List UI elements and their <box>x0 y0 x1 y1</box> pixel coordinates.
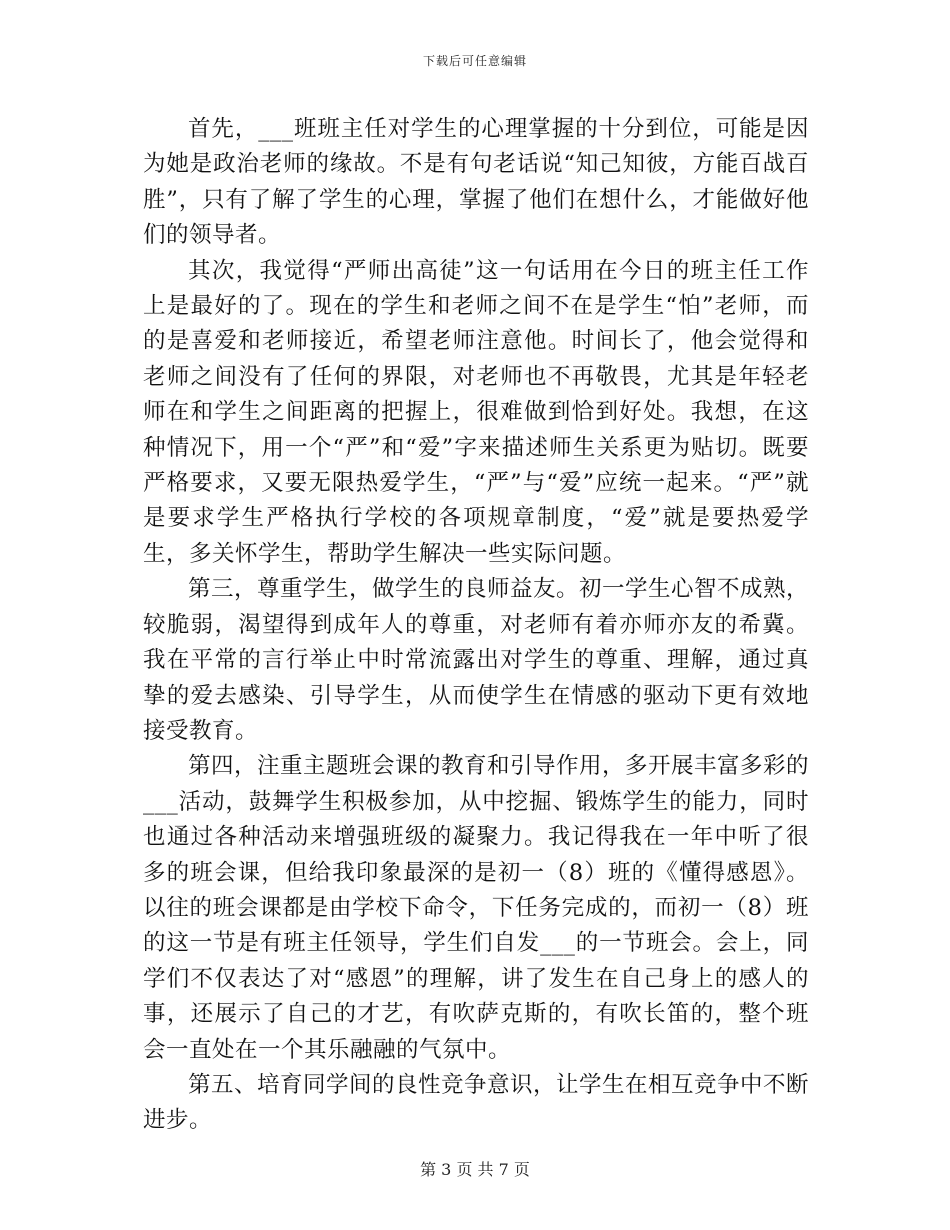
document-body <box>143 112 809 1139</box>
paragraph-first: 首先，___班班主任对学生的心理掌握的十分到位，可能是因为她是政治老师的缘故。不是有句老话说“知己知彼，方能百战百胜”，只有了解了学生的心理，掌握了他们在想什么，才能做好他们的领导者。 <box>143 116 809 249</box>
paragraph-second: 其次，我觉得“严师出高徒”这一句话用在今日的班主任工作上是最好的了。现在的学生和老师之间不在是学生“怕”老师，而的是喜爱和老师接近，希望老师注意他。时间长了，他会觉得和老师之间没有了任何的界限，对老师也不再敬畏，尤其是年轻老师在和学生之间距离的把握上，很难做到恰到好处。我想，在这种情况下，用一个“严”和“爱”字来描述师生关系更为贴切。既要严格要求，又要无限热爱学生，“严”与“爱”应统一起来。“严”就是要求学生严格执行学校的各项规章制度，“爱”就是要热爱学生，多关怀学生，帮助学生解决一些实际问题。 <box>143 257 809 567</box>
paragraph-fourth: 第四，注重主题班会课的教育和引导作用，多开展丰富多彩的___活动，鼓舞学生积极参加，从中挖掘、锻炼学生的能力，同时也通过各种活动来增强班级的凝聚力。我记得我在一年中听了很多的班会课，但给我印象最深的是初一（8）班的《懂得感恩》。以往的班会课都是由学校下命令，下任务完成的，而初一（8）班的这一节是有班主任领导，学生们自发___的一节班会。会上，同学们不仅表达了对“感恩”的理解，讲了发生在自己身上的感人的事，还展示了自己的才艺，有吹萨克斯的，有吹长笛的，整个班会一直处在一个其乐融融的气氛中。 <box>143 753 810 1063</box>
paragraph-third: 第三，尊重学生，做学生的良师益友。初一学生心智不成熟，较脆弱，渴望得到成年人的尊重，对老师有着亦师亦友的希冀。我在平常的言行举止中时常流露出对学生的尊重、理解，通过真挚的爱去感染、引导学生，从而使学生在情感的驱动下更有效地接受教育。 <box>143 576 810 744</box>
page-number: 第 3 页 共 7 页 <box>420 1160 530 1179</box>
page-header: 下载后可任意编辑 <box>422 54 527 68</box>
paragraph-fifth: 第五、培育同学间的良性竞争意识，让学生在相互竞争中不断进步。 <box>143 1071 810 1134</box>
